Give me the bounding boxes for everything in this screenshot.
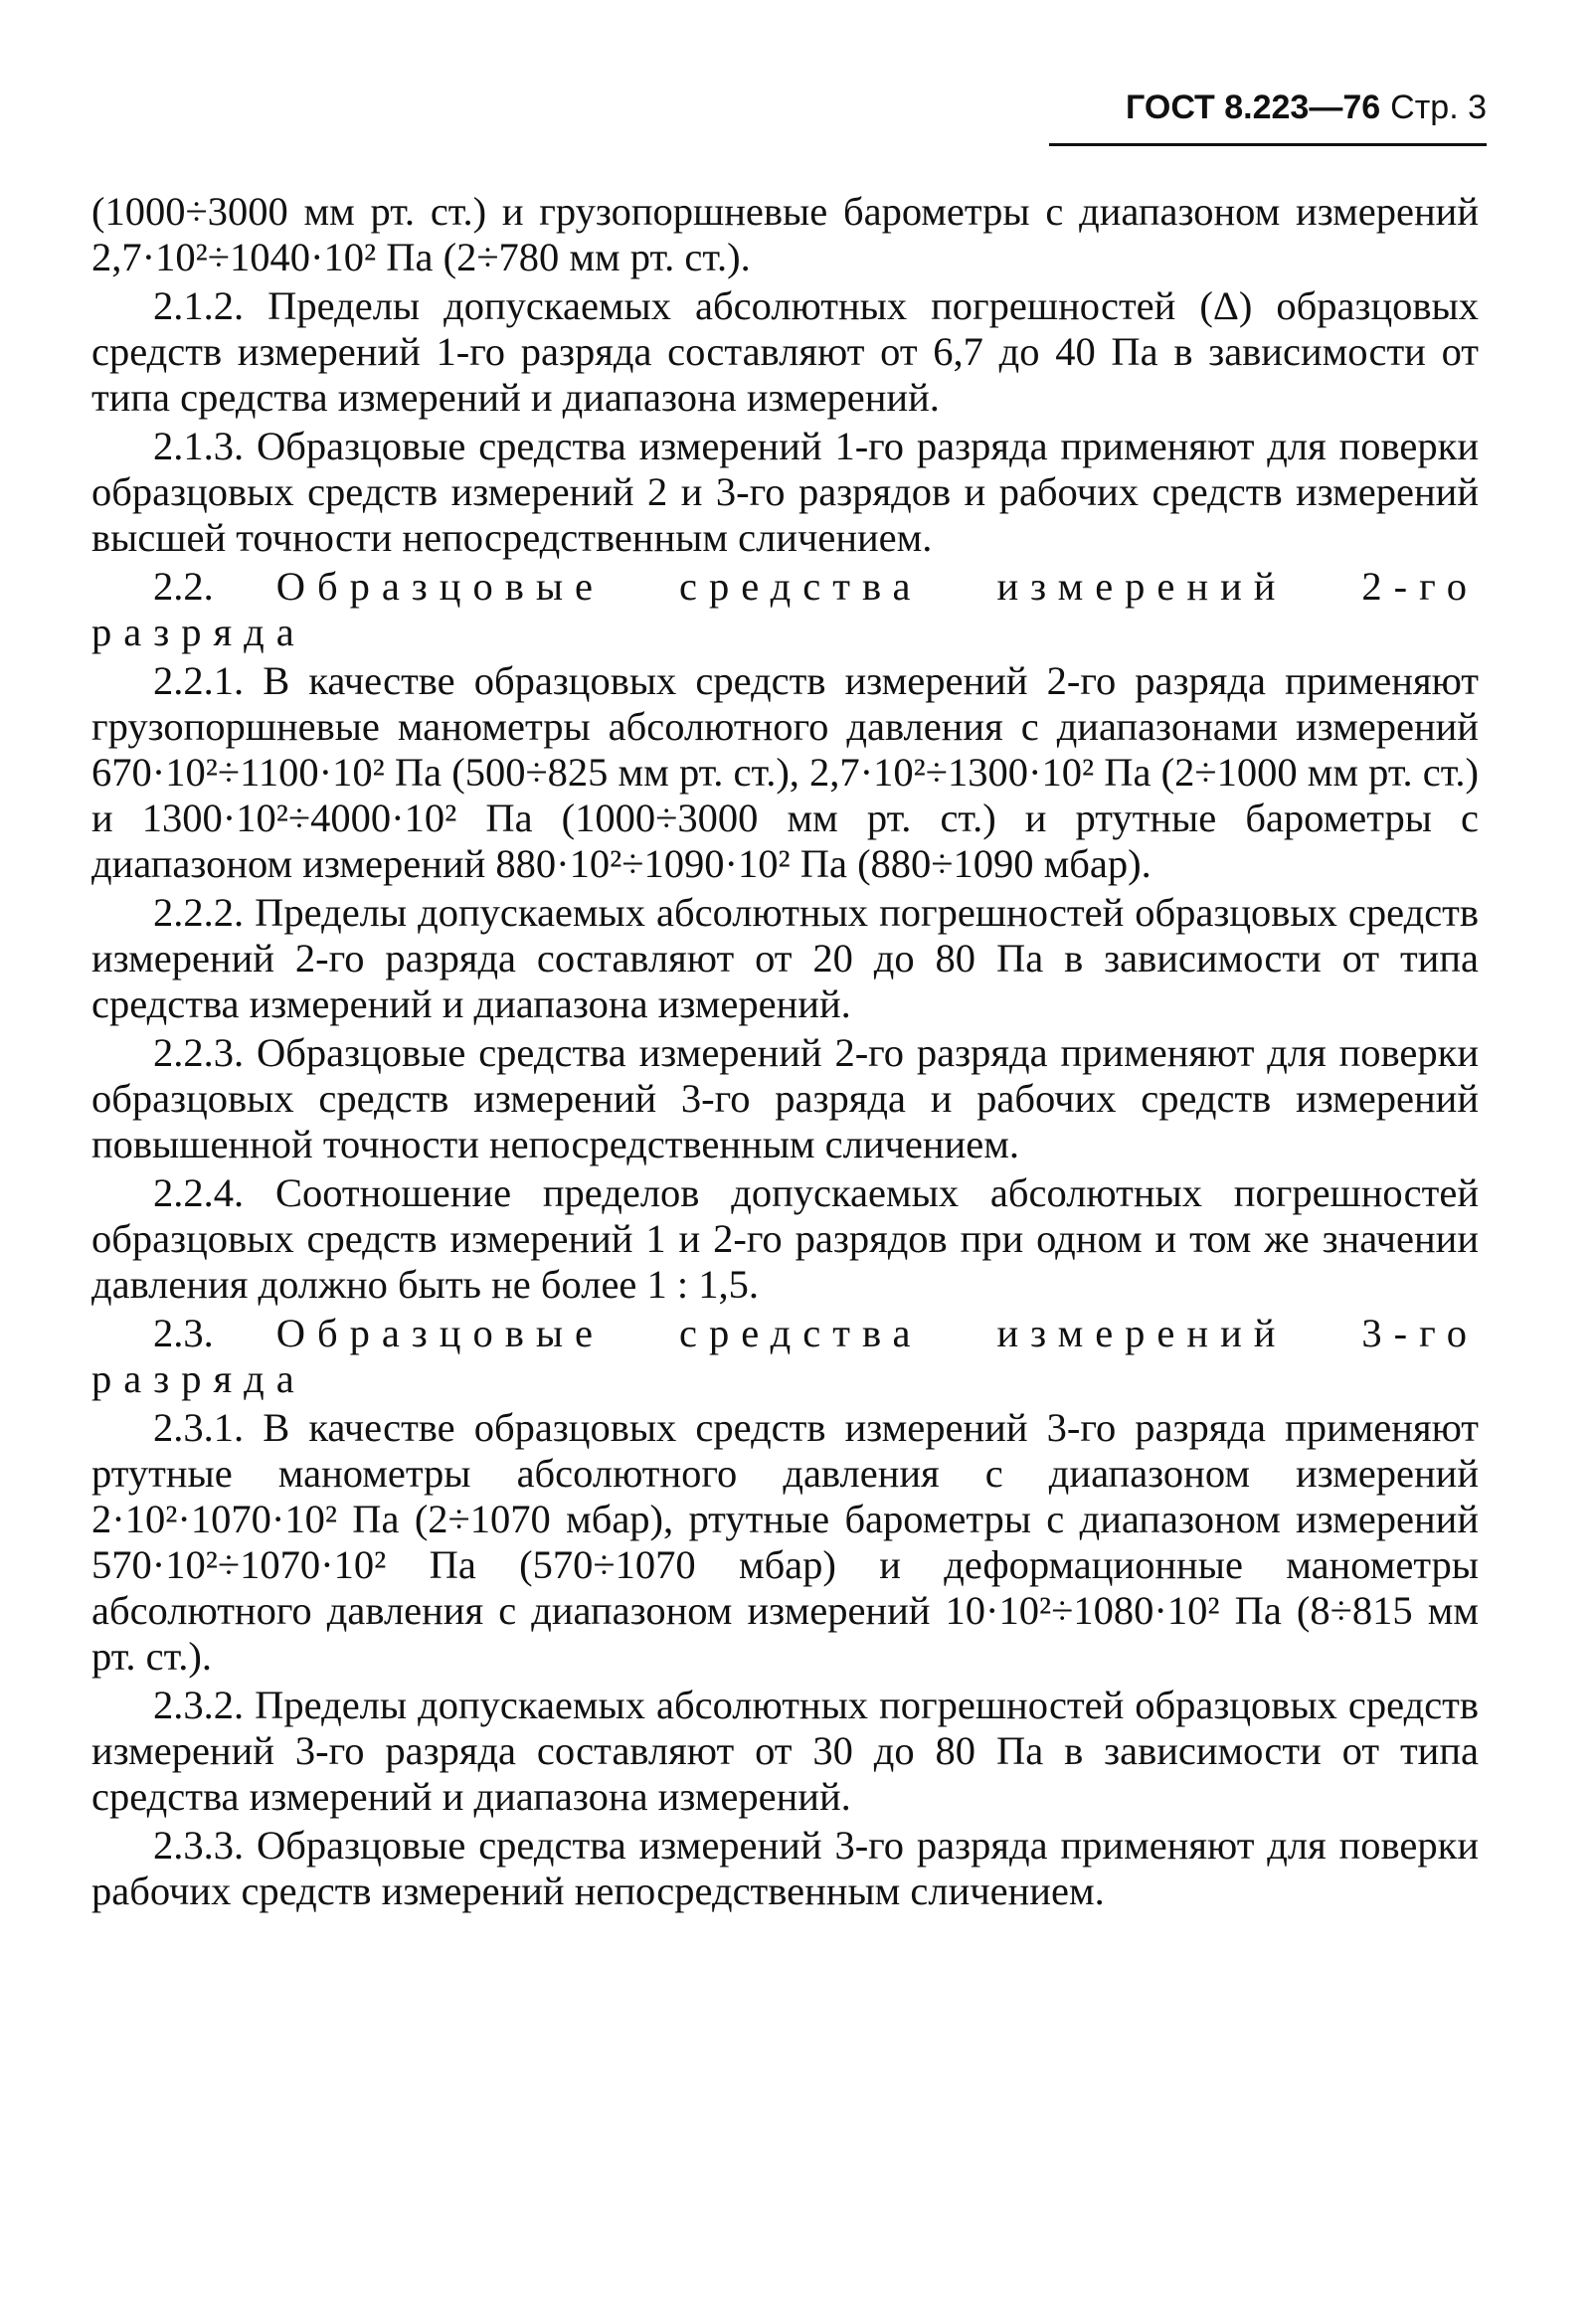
paragraph-text: (1000÷3000 мм рт. ст.) и грузопоршневые барометры с диапазоном измерений 2,7·10²÷1040·10² Па (2÷780 мм рт. ст.).: [91, 189, 1479, 279]
paragraph-text: Образцовые средства измерений 2-го разряда применяют для поверки образцовых средств измерений 3-го разряда и рабочих средств измерений повышенной точности непосредственным сличением.: [91, 1030, 1480, 1166]
paragraph-2-2-1: [91, 658, 1479, 887]
paragraph-number: 2.3.3.: [153, 1823, 245, 1868]
paragraph-2-2-3: [91, 1030, 1479, 1167]
paragraph-number: 2.2.4.: [153, 1170, 245, 1215]
paragraph-number: 2.1.2.: [153, 283, 245, 328]
paragraph-text: Образцовые средства измерений 1-го разряда применяют для поверки образцовых средств измерений 2 и 3-го разрядов и рабочих средств измерений высшей точности непосредственным сличением.: [91, 424, 1480, 560]
section-title: Образцовые средства измерений 3-го разряда: [91, 1311, 1479, 1401]
paragraph-2-2-2: [91, 890, 1479, 1027]
paragraph-2-3-3: [91, 1823, 1479, 1914]
paragraph-number: 2.2.3.: [153, 1030, 245, 1075]
paragraph-text: В качестве образцовых средств измерений 2-го разряда применяют грузопоршневые манометры абсолютного давления с диапазонами измерений 670·10²÷1100·10² Па (500÷825 мм рт. ст.), 2,7·10²÷1300·10² Па (2÷1000 мм рт. ст.) и 1300·10²÷4000·10² Па (1000÷3000 мм рт. ст.) и ртутные барометры с диапазоном измерений 880·10²÷1090·10² Па (880÷1090 мбар).: [91, 658, 1479, 886]
paragraph-2-3-1: [91, 1405, 1479, 1680]
section-title: Образцовые средства измерений 2-го разряда: [91, 564, 1479, 654]
paragraph-text: Пределы допускаемых абсолютных погрешностей (Δ) образцовых средств измерений 1-го разряда составляют от 6,7 до 40 Па в зависимости от типа средства измерений и диапазона измерений.: [91, 283, 1480, 420]
paragraph-number: 2.3.2.: [153, 1683, 245, 1727]
paragraph-continuation: [91, 189, 1479, 280]
paragraph-text: Образцовые средства измерений 3-го разряда применяют для поверки рабочих средств измерений непосредственным сличением.: [91, 1823, 1480, 1913]
paragraph-number: 2.1.3.: [153, 424, 245, 468]
paragraph-number: 2.2.2.: [153, 890, 245, 935]
paragraph-2-1-2: [91, 283, 1479, 421]
page-number: Стр. 3: [1390, 89, 1487, 126]
paragraph-2-3-2: [91, 1683, 1479, 1820]
paragraph-text: В качестве образцовых средств измерений 3-го разряда применяют ртутные манометры абсолютного давления с диапазоном измерений 2·10²·1070·10² Па (2÷1070 мбар), ртутные барометры с диапазоном измерений 570·10²÷1070·10² Па (570÷1070 мбар) и деформационные манометры абсолютного давления с диапазоном измерений 10·10²÷1080·10² Па (8÷815 мм рт. ст.).: [91, 1405, 1479, 1679]
section-number: 2.3.: [153, 1311, 214, 1355]
document-body: [91, 189, 1479, 1917]
paragraph-number: 2.3.1.: [153, 1405, 245, 1450]
document-number: ГОСТ 8.223—76: [1126, 89, 1381, 126]
paragraph-2-1-3: [91, 424, 1479, 561]
paragraph-text: Соотношение пределов допускаемых абсолютных погрешностей образцовых средств измерений 1 и 2-го разрядов при одном и том же значении давления должно быть не более 1 : 1,5.: [91, 1170, 1479, 1307]
section-heading-2-3: [91, 1311, 1479, 1402]
paragraph-2-2-4: [91, 1170, 1479, 1308]
paragraph-text: Пределы допускаемых абсолютных погрешностей образцовых средств измерений 2-го разряда составляют от 20 до 80 Па в зависимости от типа средства измерений и диапазона измерений.: [91, 890, 1479, 1026]
page-header: [1049, 86, 1487, 146]
paragraph-text: Пределы допускаемых абсолютных погрешностей образцовых средств измерений 3-го разряда составляют от 30 до 80 Па в зависимости от типа средства измерений и диапазона измерений.: [91, 1683, 1479, 1819]
section-number: 2.2.: [153, 564, 214, 609]
section-heading-2-2: [91, 564, 1479, 655]
paragraph-number: 2.2.1.: [153, 658, 245, 703]
